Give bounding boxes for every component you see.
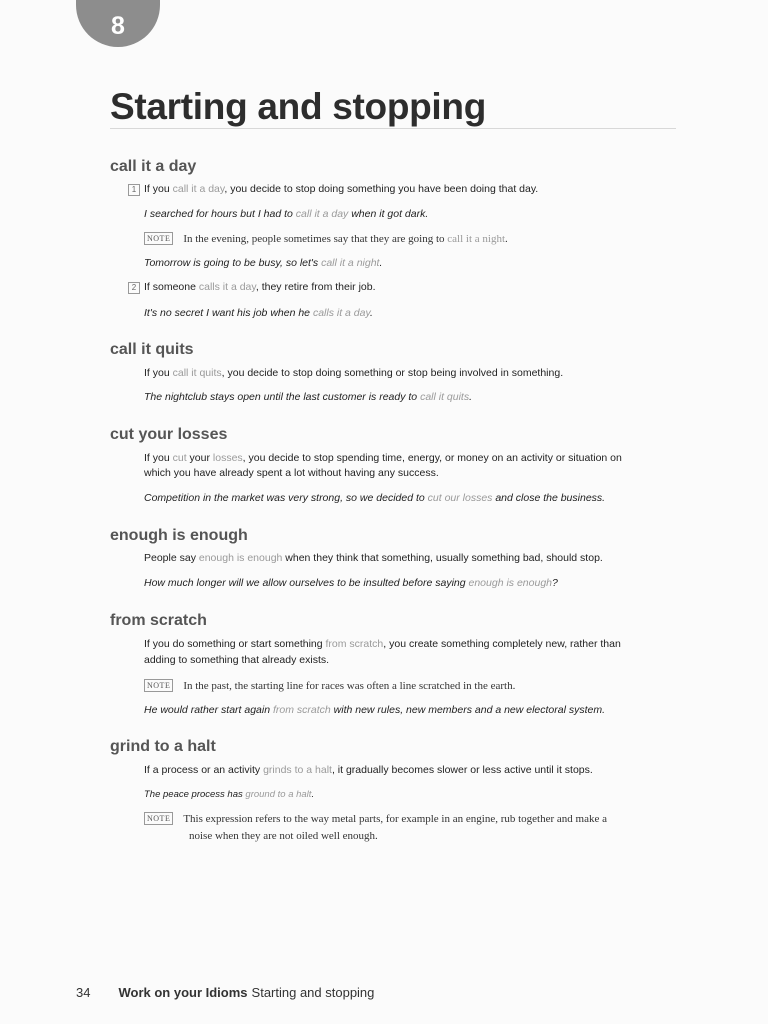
note-label: NOTE: [144, 232, 173, 245]
note-line: NOTE In the past, the starting line for races was often a line scratched in the earth.: [144, 678, 674, 694]
definition-line: If you cut your losses, you decide to stop spending time, energy, or money on an activity or situation on: [144, 452, 622, 464]
definition-line: adding to something that already exists.: [144, 654, 330, 666]
definition-line: If you do something or start something from scratch, you create something completely new, rather than: [144, 638, 621, 650]
page-number: 34: [76, 985, 91, 1000]
note-line: NOTE This expression refers to the way metal parts, for example in an engine, rub together and make a: [144, 811, 674, 827]
page-title: Starting and stopping: [110, 86, 487, 127]
footer-section: Starting and stopping: [251, 985, 375, 1000]
page-footer: [76, 985, 374, 1000]
book-title: Work on your Idioms: [118, 985, 248, 1000]
idiom-heading-cut-your-losses: cut your losses: [110, 426, 228, 443]
sense-number-2: 2: [128, 282, 140, 294]
title-divider: [110, 128, 676, 129]
example-line: He would rather start again from scratch with new rules, new members and a new electoral system.: [144, 704, 606, 716]
note-line: noise when they are not oiled well enough.: [189, 830, 378, 842]
example-line: Tomorrow is going to be busy, so let's call it a night.: [144, 257, 383, 269]
sense-number-1: 1: [128, 184, 140, 196]
idiom-heading-call-it-quits: call it quits: [110, 341, 194, 358]
definition-line: If someone calls it a day, they retire from their job.: [144, 281, 376, 293]
idiom-heading-call-it-a-day: call it a day: [110, 158, 197, 175]
definition-line: If you call it a day, you decide to stop doing something you have been doing that day.: [144, 183, 539, 195]
example-line: How much longer will we allow ourselves to be insulted before saying enough is enough?: [144, 577, 558, 589]
example-line: It's no secret I want his job when he calls it a day.: [144, 307, 373, 319]
note-label: NOTE: [144, 679, 173, 692]
definition-line: which you have already spent a lot without having any success.: [144, 467, 439, 479]
example-line: The nightclub stays open until the last customer is ready to call it quits.: [144, 391, 473, 403]
note-line: NOTE In the evening, people sometimes say that they are going to call it a night.: [144, 231, 674, 247]
idiom-heading-grind-to-a-halt: grind to a halt: [110, 738, 216, 755]
note-label: NOTE: [144, 812, 173, 825]
example-line: Competition in the market was very strong, so we decided to cut our losses and close the business.: [144, 492, 606, 504]
idiom-heading-enough-is-enough: enough is enough: [110, 527, 248, 544]
definition-line: People say enough is enough when they think that something, usually something bad, should stop.: [144, 552, 603, 564]
idiom-heading-from-scratch: from scratch: [110, 612, 207, 629]
example-line: I searched for hours but I had to call it a day when it got dark.: [144, 208, 429, 220]
unit-number: 8: [111, 12, 125, 40]
definition-line: If a process or an activity grinds to a halt, it gradually becomes slower or less active until it stops.: [144, 764, 593, 776]
example-line: The peace process has ground to a halt.: [144, 789, 315, 800]
definition-line: If you call it quits, you decide to stop doing something or stop being involved in something.: [144, 367, 564, 379]
unit-number-tab: [76, 0, 160, 47]
